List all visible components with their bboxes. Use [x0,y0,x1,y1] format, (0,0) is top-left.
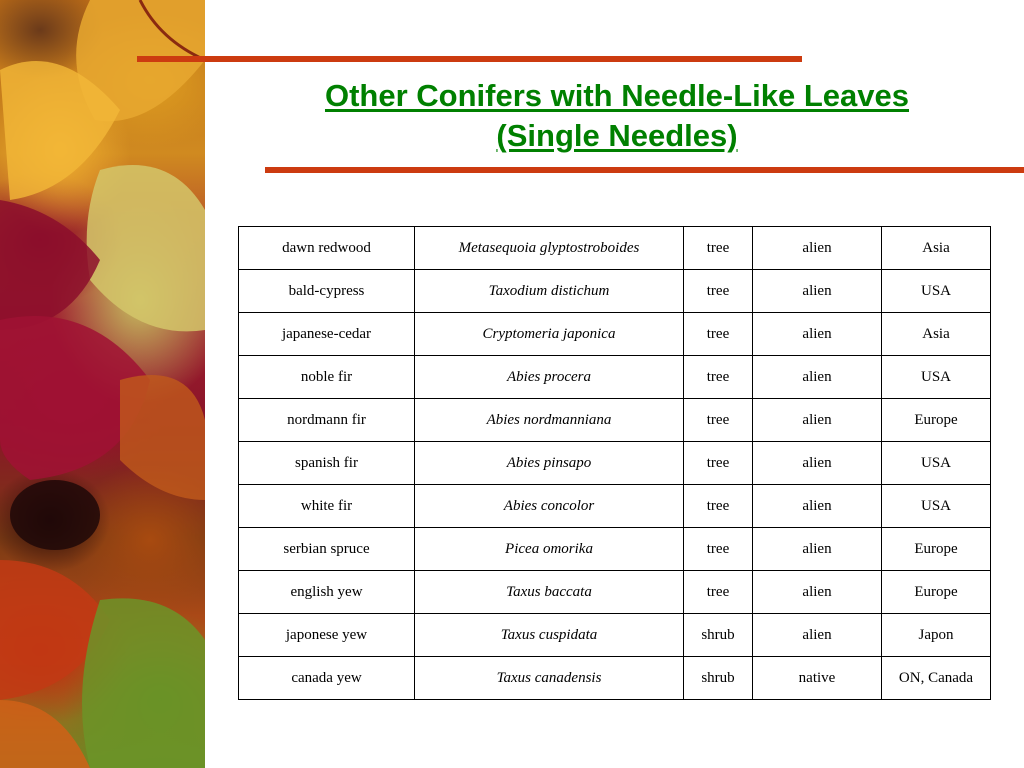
origin-cell: USA [882,485,991,528]
scientific-name-cell: Abies nordmanniana [415,399,684,442]
table-row [239,485,991,528]
slide-title [210,76,1024,156]
scientific-name-cell: Cryptomeria japonica [415,313,684,356]
status-cell: alien [753,442,882,485]
common-name-cell: serbian spruce [239,528,415,571]
growth-form-cell: tree [684,571,753,614]
leaf-shapes [0,0,205,768]
status-cell: alien [753,399,882,442]
common-name-cell: noble fir [239,356,415,399]
table-row [239,657,991,700]
conifer-table [238,226,991,700]
scientific-name-cell: Taxodium distichum [415,270,684,313]
origin-cell: Asia [882,313,991,356]
table-row [239,571,991,614]
common-name-cell: japanese-cedar [239,313,415,356]
growth-form-cell: tree [684,313,753,356]
table-row [239,442,991,485]
growth-form-cell: shrub [684,614,753,657]
status-cell: alien [753,227,882,270]
table-row [239,356,991,399]
origin-cell: Japon [882,614,991,657]
scientific-name-cell: Abies concolor [415,485,684,528]
table-row [239,399,991,442]
status-cell: alien [753,528,882,571]
table-row [239,614,991,657]
growth-form-cell: tree [684,270,753,313]
scientific-name-cell: Abies pinsapo [415,442,684,485]
origin-cell: Europe [882,528,991,571]
table-row [239,313,991,356]
scientific-name-cell: Metasequoia glyptostroboides [415,227,684,270]
table-row [239,227,991,270]
scientific-name-cell: Taxus baccata [415,571,684,614]
table-row [239,528,991,571]
status-cell: native [753,657,882,700]
scientific-name-cell: Taxus canadensis [415,657,684,700]
growth-form-cell: tree [684,227,753,270]
origin-cell: ON, Canada [882,657,991,700]
top-accent-rule [137,56,802,62]
bottom-accent-rule [265,167,1024,173]
status-cell: alien [753,356,882,399]
scientific-name-cell: Taxus cuspidata [415,614,684,657]
origin-cell: Asia [882,227,991,270]
growth-form-cell: tree [684,442,753,485]
growth-form-cell: tree [684,356,753,399]
origin-cell: USA [882,356,991,399]
status-cell: alien [753,485,882,528]
title-line-2: (Single Needles) [496,118,738,153]
origin-cell: USA [882,270,991,313]
common-name-cell: canada yew [239,657,415,700]
status-cell: alien [753,614,882,657]
common-name-cell: white fir [239,485,415,528]
title-line-1: Other Conifers with Needle-Like Leaves [324,78,909,113]
table-row [239,270,991,313]
common-name-cell: dawn redwood [239,227,415,270]
common-name-cell: nordmann fir [239,399,415,442]
growth-form-cell: tree [684,528,753,571]
growth-form-cell: tree [684,485,753,528]
common-name-cell: spanish fir [239,442,415,485]
status-cell: alien [753,571,882,614]
common-name-cell: bald-cypress [239,270,415,313]
origin-cell: USA [882,442,991,485]
growth-form-cell: shrub [684,657,753,700]
autumn-leaves-image [0,0,205,768]
origin-cell: Europe [882,399,991,442]
scientific-name-cell: Abies procera [415,356,684,399]
status-cell: alien [753,270,882,313]
common-name-cell: english yew [239,571,415,614]
scientific-name-cell: Picea omorika [415,528,684,571]
origin-cell: Europe [882,571,991,614]
growth-form-cell: tree [684,399,753,442]
common-name-cell: japonese yew [239,614,415,657]
status-cell: alien [753,313,882,356]
